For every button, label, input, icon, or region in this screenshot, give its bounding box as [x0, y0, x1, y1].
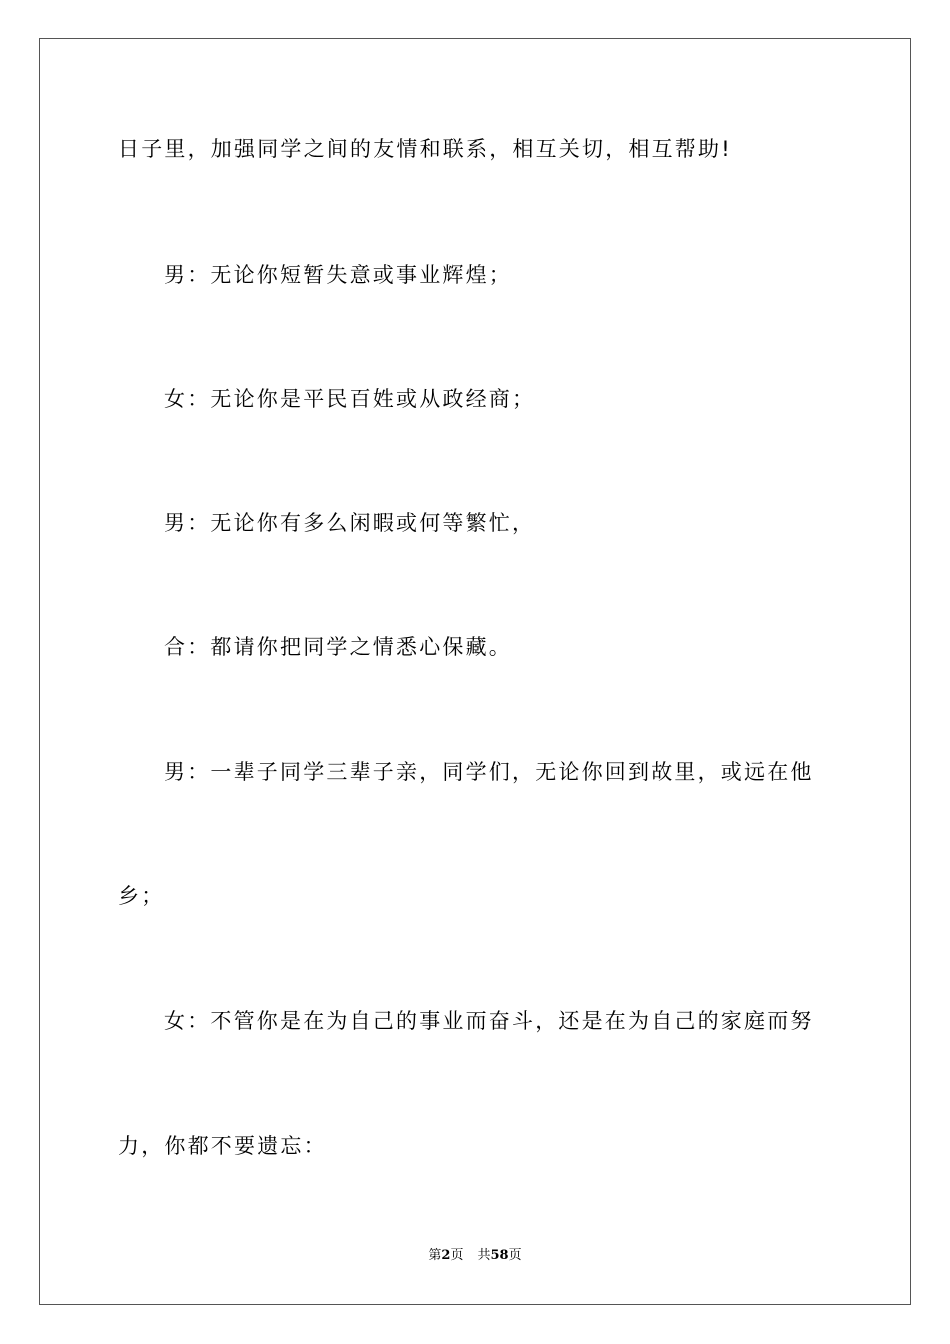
paragraph-line-9: 力，你都不要遗忘：: [118, 1134, 327, 1158]
footer-page-prefix: 第: [428, 1248, 442, 1263]
footer-page-total: 58: [490, 1248, 509, 1263]
paragraph-line-2: 男：无论你短暂失意或事业辉煌；: [164, 263, 512, 287]
footer-page-suffix: 页: [450, 1248, 464, 1263]
page-footer: [0, 1248, 950, 1264]
paragraph-line-1: 日子里，加强同学之间的友情和联系，相互关切，相互帮助!: [118, 137, 732, 161]
footer-total-prefix: 共: [477, 1248, 491, 1263]
footer-total-suffix: 页: [508, 1248, 522, 1263]
paragraph-line-4: 男：无论你有多么闲暇或何等繁忙，: [164, 511, 536, 535]
paragraph-line-3: 女：无论你是平民百姓或从政经商；: [164, 387, 536, 411]
page-border: [39, 38, 911, 1305]
footer-page-current: 2: [441, 1248, 451, 1263]
paragraph-line-7: 乡；: [118, 884, 165, 908]
paragraph-line-5: 合：都请你把同学之情悉心保藏。: [164, 635, 512, 659]
paragraph-line-8: 女：不管你是在为自己的事业而奋斗，还是在为自己的家庭而努: [164, 1009, 814, 1033]
paragraph-line-6: 男：一辈子同学三辈子亲，同学们，无论你回到故里，或远在他: [164, 760, 814, 784]
